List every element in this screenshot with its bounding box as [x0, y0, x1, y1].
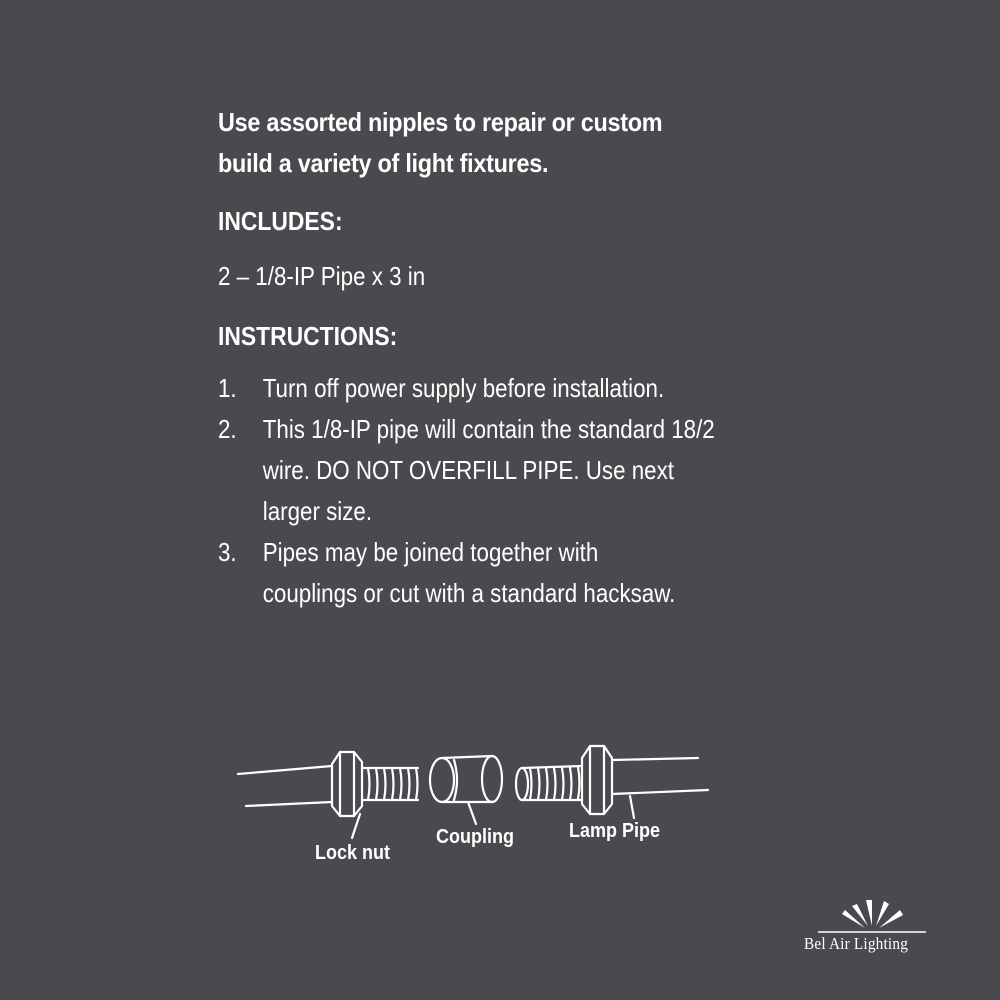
includes-item: 2 – 1/8-IP Pipe x 3 in [218, 261, 426, 291]
brand-name: Bel Air Lighting [804, 934, 909, 953]
right-lock-nut-shape [582, 746, 612, 814]
lock-nut-label: Lock nut [315, 842, 391, 864]
pipe-diagram-illustration [228, 738, 728, 878]
sunburst-icon [800, 898, 945, 938]
intro-text [218, 102, 776, 184]
intro-line-2: build a variety of light fixtures. [218, 148, 549, 178]
coupling-label: Coupling [436, 826, 514, 848]
instruction-step [218, 409, 768, 532]
step-text: This 1/8-IP pipe will contain the standard 18/2 wire. DO NOT OVERFILL PIPE. Use next larger size. [262, 414, 715, 526]
pipe-diagram [228, 738, 728, 878]
right-pipe-top-edge [612, 758, 698, 760]
step-number: 1. [218, 373, 237, 403]
right-thread [530, 767, 580, 800]
coupling-end-left [430, 758, 454, 802]
instruction-step [218, 532, 768, 614]
instruction-step [218, 368, 768, 409]
step-number: 2. [218, 414, 237, 444]
step-text: Turn off power supply before installation. [262, 373, 665, 403]
lock-nut-shape [332, 752, 362, 816]
left-thread [368, 768, 418, 800]
instructions-heading: INSTRUCTIONS: [218, 321, 398, 351]
lamp-pipe-label: Lamp Pipe [569, 820, 661, 842]
lamp-pipe-leader [630, 796, 634, 818]
includes-heading: INCLUDES: [218, 206, 343, 236]
content [218, 102, 778, 608]
right-pipe-bottom-edge [612, 790, 708, 794]
brand-logo [800, 898, 945, 960]
instructions-list [218, 368, 768, 614]
coupling-end-right [482, 756, 502, 802]
step-number: 3. [218, 537, 237, 567]
left-pipe-bottom-edge [246, 802, 332, 806]
intro-line-1: Use assorted nipples to repair or custom [218, 107, 663, 137]
step-text: Pipes may be joined together with couplings or cut with a standard hacksaw. [262, 537, 676, 608]
left-pipe-top-edge [238, 766, 332, 774]
coupling-leader [468, 802, 476, 824]
lock-nut-leader [352, 814, 360, 838]
